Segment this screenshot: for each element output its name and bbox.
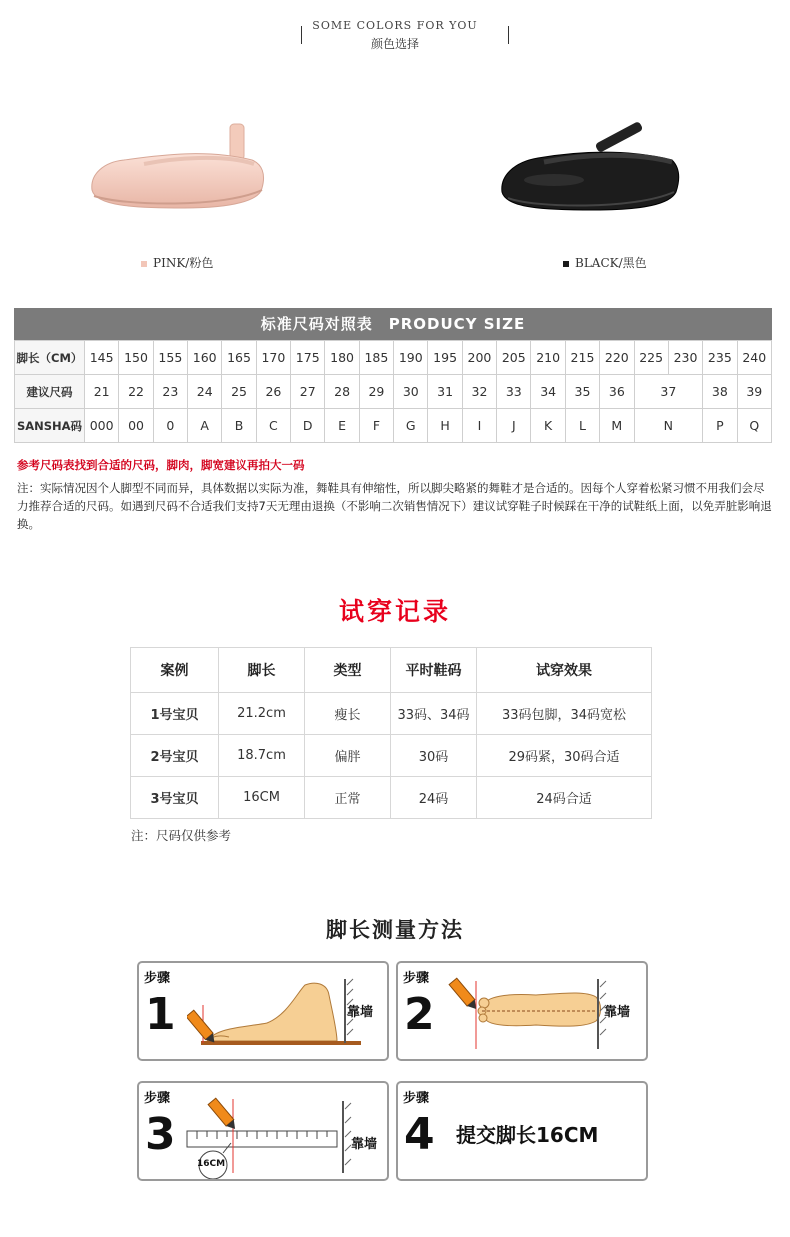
black-color-option[interactable] <box>563 254 647 271</box>
sansha-cell: G <box>394 409 428 443</box>
record-cell: 1号宝贝 <box>131 693 219 735</box>
foot-length-cell: 230 <box>668 341 702 375</box>
step-2-panel <box>396 961 648 1061</box>
size-row <box>15 375 772 409</box>
foot-length-cell: 185 <box>359 341 393 375</box>
record-header-cell: 试穿效果 <box>477 648 652 693</box>
sansha-cell: B <box>222 409 256 443</box>
sansha-cell: L <box>565 409 599 443</box>
sansha-row <box>15 409 772 443</box>
size-cell: 36 <box>600 375 634 409</box>
sansha-cell: H <box>428 409 462 443</box>
foot-length-cell: 210 <box>531 341 565 375</box>
size-cell: 38 <box>703 375 737 409</box>
sansha-cell: Q <box>737 409 771 443</box>
sansha-cell: K <box>531 409 565 443</box>
sansha-cell: D <box>291 409 325 443</box>
wall-label: 靠墙 <box>604 1005 631 1020</box>
step-label: 步骤 <box>144 1091 171 1106</box>
size-cell: 37 <box>634 375 703 409</box>
record-cell: 24码 <box>391 777 477 819</box>
submit-foot-length-text: 提交脚长16CM <box>456 1123 599 1147</box>
size-cell: 24 <box>188 375 222 409</box>
foot-length-cell: 160 <box>188 341 222 375</box>
record-cell: 瘦长 <box>305 693 391 735</box>
black-label: BLACK/黑色 <box>575 256 647 270</box>
measure-method-title: 脚长测量方法 <box>326 918 464 942</box>
foot-length-cell: 220 <box>600 341 634 375</box>
sansha-cell: N <box>634 409 703 443</box>
wall-label: 靠墙 <box>351 1137 378 1152</box>
foot-length-cell: 180 <box>325 341 359 375</box>
record-cell: 33码、34码 <box>391 693 477 735</box>
foot-length-cell: 195 <box>428 341 462 375</box>
record-cell: 30码 <box>391 735 477 777</box>
step-4-panel <box>396 1081 648 1181</box>
step-label: 步骤 <box>403 1091 430 1106</box>
step-number: 1 <box>145 989 176 1040</box>
foot-length-cell: 200 <box>462 341 496 375</box>
record-cell: 2号宝贝 <box>131 735 219 777</box>
foot-length-cell: 205 <box>497 341 531 375</box>
foot-length-row <box>15 341 772 375</box>
pink-label: PINK/粉色 <box>153 256 214 270</box>
size-note: 注：实际情况因个人脚型不同而异，具体数据以实际为准，舞鞋具有伸缩性，所以脚尖略紧的舞鞋才是合适的。因每个人穿着松紧习惯不用我们会尽力推荐合适的尺码。如遇到尺码不合适我们支持7天无理由退换（不影响二次销售情况下）建议试穿鞋子时候踩在干净的试鞋纸上面，以免弄脏影响退换。 <box>17 481 772 531</box>
try-on-record-table <box>130 647 652 819</box>
foot-length-cell: 190 <box>394 341 428 375</box>
sansha-header: SANSHA码 <box>15 409 85 443</box>
sansha-cell: M <box>600 409 634 443</box>
black-swatch-icon <box>563 261 569 267</box>
black-ballet-shoe-image <box>494 118 684 218</box>
table-row <box>131 777 652 819</box>
size-cell: 39 <box>737 375 771 409</box>
step-label: 步骤 <box>403 971 430 986</box>
record-cell: 18.7cm <box>219 735 305 777</box>
size-cell: 28 <box>325 375 359 409</box>
foot-length-cell: 225 <box>634 341 668 375</box>
size-header: 建议尺码 <box>15 375 85 409</box>
pink-ballet-shoe-image <box>84 118 274 218</box>
size-cell: 26 <box>256 375 290 409</box>
pink-color-option[interactable] <box>141 254 213 271</box>
record-note: 注：尺码仅供参考 <box>131 828 232 843</box>
sansha-cell: F <box>359 409 393 443</box>
step-label: 步骤 <box>144 971 171 986</box>
size-cell: 32 <box>462 375 496 409</box>
record-cell: 29码紧，30码合适 <box>477 735 652 777</box>
foot-length-cell: 150 <box>119 341 153 375</box>
size-cell: 33 <box>497 375 531 409</box>
record-cell: 21.2cm <box>219 693 305 735</box>
record-header-cell: 案例 <box>131 648 219 693</box>
size-cell: 29 <box>359 375 393 409</box>
record-header-cell: 脚长 <box>219 648 305 693</box>
size-tip-red: 参考尺码表找到合适的尺码，脚肉，脚宽建议再拍大一码 <box>17 458 305 472</box>
record-cell: 偏胖 <box>305 735 391 777</box>
record-header-row <box>131 648 652 693</box>
table-row <box>131 735 652 777</box>
sansha-cell: I <box>462 409 496 443</box>
foot-length-cell: 165 <box>222 341 256 375</box>
sansha-cell: 000 <box>85 409 119 443</box>
size-chart-table <box>14 308 772 443</box>
record-cell: 33码包脚，34码宽松 <box>477 693 652 735</box>
size-cell: 30 <box>394 375 428 409</box>
record-cell: 3号宝贝 <box>131 777 219 819</box>
try-on-record-title: 试穿记录 <box>338 597 451 626</box>
step-number: 4 <box>404 1109 435 1160</box>
record-cell: 16CM <box>219 777 305 819</box>
step-1-panel <box>137 961 389 1061</box>
wall-label: 靠墙 <box>347 1005 374 1020</box>
sansha-cell: 0 <box>153 409 187 443</box>
size-cell: 27 <box>291 375 325 409</box>
foot-length-cell: 155 <box>153 341 187 375</box>
sansha-cell: A <box>188 409 222 443</box>
record-header-cell: 平时鞋码 <box>391 648 477 693</box>
foot-length-cell: 215 <box>565 341 599 375</box>
size-chart-title: 标准尺码对照表 PRODUCY SIZE <box>14 308 772 340</box>
sansha-cell: P <box>703 409 737 443</box>
sansha-cell: 00 <box>119 409 153 443</box>
foot-length-cell: 145 <box>85 341 119 375</box>
header-chinese-title: 颜色选择 <box>370 37 419 51</box>
sansha-cell: J <box>497 409 531 443</box>
size-cell: 35 <box>565 375 599 409</box>
pink-swatch-icon <box>141 261 147 267</box>
step-number: 3 <box>145 1109 176 1160</box>
size-cell: 34 <box>531 375 565 409</box>
record-cell: 24码合适 <box>477 777 652 819</box>
header-english-title: SOME COLORS FOR YOU <box>312 19 478 32</box>
foot-length-cell: 170 <box>256 341 290 375</box>
foot-length-cell: 175 <box>291 341 325 375</box>
step-3-panel <box>137 1081 389 1181</box>
size-cell: 21 <box>85 375 119 409</box>
foot-length-header: 脚长（CM） <box>15 341 85 375</box>
sansha-cell: E <box>325 409 359 443</box>
size-cell: 22 <box>119 375 153 409</box>
foot-length-cell: 240 <box>737 341 771 375</box>
foot-length-cell: 235 <box>703 341 737 375</box>
size-cell: 23 <box>153 375 187 409</box>
record-header-cell: 类型 <box>305 648 391 693</box>
ruler-reading-label: 16CM <box>197 1159 226 1169</box>
size-cell: 31 <box>428 375 462 409</box>
sansha-cell: C <box>256 409 290 443</box>
table-row <box>131 693 652 735</box>
size-cell: 25 <box>222 375 256 409</box>
record-cell: 正常 <box>305 777 391 819</box>
step-number: 2 <box>404 989 435 1040</box>
